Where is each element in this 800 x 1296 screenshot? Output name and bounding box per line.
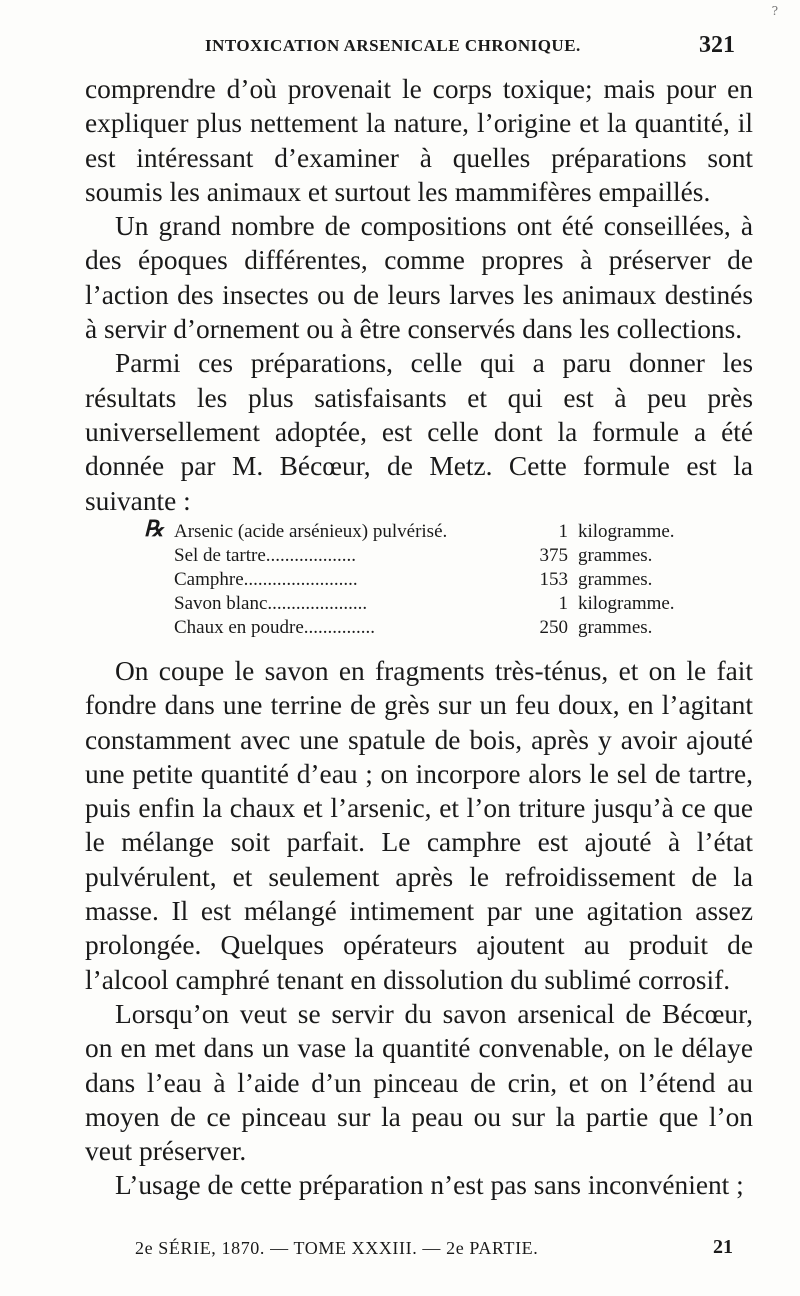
recipe-row <box>144 516 710 544</box>
paragraph: L’usage de cette préparation n’est pas sans inconvénient ; <box>115 1170 744 1201</box>
paragraph: Parmi ces préparations, celle qui a paru donner les résultats les plus satisfaisants et qui est à peu près universellement adoptée, est celle dont la formule a été donnée par M. Bécœur, de Metz. Cette formule est la suivante : <box>85 348 753 516</box>
sheet-number: 21 <box>713 1236 733 1258</box>
paragraph-continued: comprendre d’où provenait le corps toxique; mais pour en expliquer plus nettement la nature, l’origine et la quantité, il est intéressant d’examiner à quelles préparations sont soumis les animaux et surtout les mammifères empaillés. <box>85 74 753 207</box>
recipe-row <box>150 568 710 592</box>
footer-signature: 2e SÉRIE, 1870. — TOME XXXIII. — 2e PARTIE. <box>135 1238 539 1258</box>
recipe-row <box>150 616 710 640</box>
ingredient-name: Savon blanc..................... <box>174 593 368 614</box>
ingredient-unit: kilogramme. <box>578 593 675 614</box>
ingredient-name: Arsenic (acide arsénieux) pulvérisé. <box>174 521 448 542</box>
paragraph: Lorsqu’on veut se servir du savon arsenical de Bécœur, on en met dans un vase la quantité convenable, on le délaye dans l’eau à l’aide d’un pinceau de crin, et on l’étend au moyen de ce pinceau sur la peau ou sur la partie que l’on veut préserver. <box>85 998 753 1167</box>
body-text-bottom <box>85 654 753 1203</box>
ingredient-quantity: 1 <box>558 521 568 542</box>
ingredient-quantity: 1 <box>558 593 568 614</box>
ingredient-quantity: 375 <box>539 545 568 566</box>
paragraph: On coupe le savon en fragments très-ténus, et on le fait fondre dans une terrine de grès sur un feu doux, en l’agitant constamment avec une spatule de bois, après y avoir ajouté une petite quantité d’eau ; on incorpore alors le sel de tartre, puis enfin la chaux et l’arsenic, et l’on triture jusqu’à ce que le mélange soit parfait. Le camphre est ajouté à l’état pulvérulent, et seulement après le refroidissement de la masse. Il est mélangé intimement par une agitation assez prolongée. Quelques opérateurs ajoutent au produit de l’alcool camphré tenant en dissolution du sublimé corrosif. <box>85 656 753 995</box>
paragraph: Un grand nombre de compositions ont été conseillées, à des époques différentes, comme propres à préserver de l’action des insectes ou de leurs larves les animaux destinés à servir d’ornement ou à être conservés dans les collections. <box>85 211 753 345</box>
ingredient-quantity: 250 <box>539 617 568 638</box>
ingredient-quantity: 153 <box>539 569 568 590</box>
ingredient-unit: grammes. <box>578 569 653 590</box>
ingredient-name: Chaux en poudre............... <box>174 617 376 638</box>
running-title: INTOXICATION ARSENICALE CHRONIQUE. <box>205 36 581 55</box>
ingredient-name: Sel de tartre................... <box>174 545 357 566</box>
ingredient-name: Camphre........................ <box>174 569 358 590</box>
recipe-row <box>150 544 710 568</box>
page-number: 321 <box>699 32 735 58</box>
ingredient-unit: grammes. <box>578 545 653 566</box>
page-footer <box>85 1236 755 1262</box>
recipe-row <box>150 592 710 616</box>
ingredient-unit: grammes. <box>578 617 653 638</box>
running-head <box>85 30 755 64</box>
recipe-symbol: ℞ <box>144 516 164 541</box>
ingredient-unit: kilogramme. <box>578 521 675 542</box>
recipe-formula <box>144 516 710 640</box>
corner-mark: ? <box>771 4 778 18</box>
body-text-top <box>85 72 753 518</box>
